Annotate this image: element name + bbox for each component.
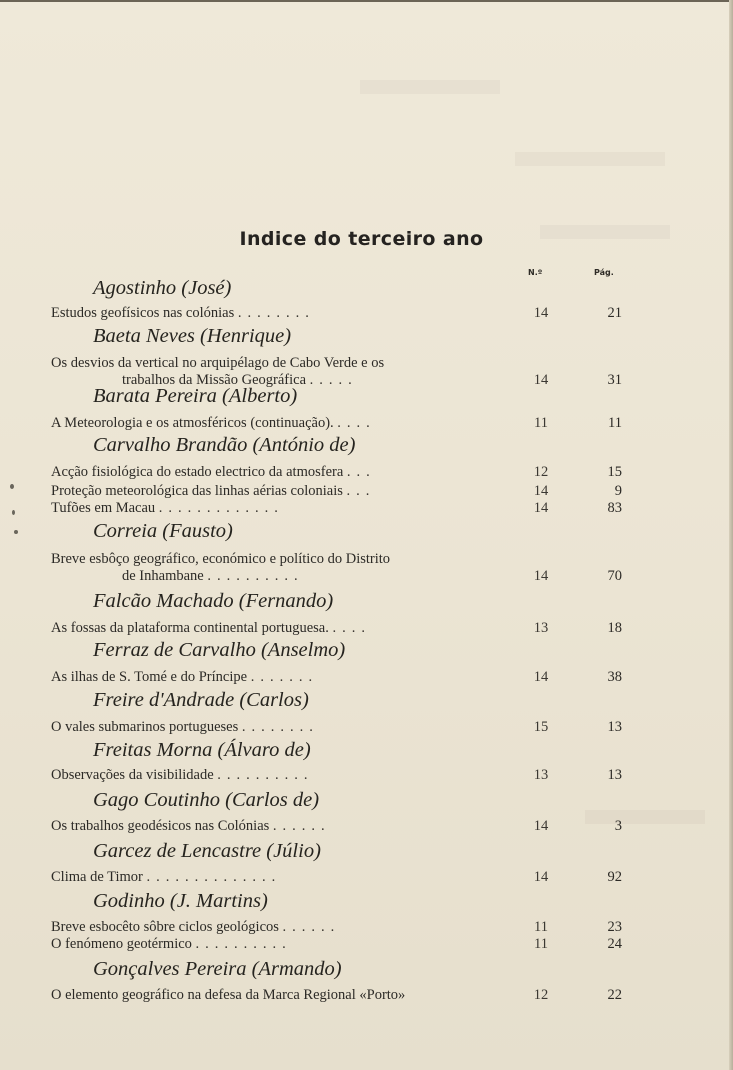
entry-title: Breve esbôço geográfico, económico e político do Distrito de Inhambane .......... bbox=[51, 551, 391, 584]
entry-page: 31 bbox=[607, 372, 622, 388]
entry-number: 14 bbox=[533, 818, 549, 834]
index-title: Indice do terceiro ano bbox=[239, 228, 484, 250]
entry-number: 11 bbox=[534, 919, 548, 935]
entry-title: Os trabalhos geodésicos nas Colónias ...... bbox=[51, 818, 331, 834]
entry-page: 3 bbox=[614, 818, 622, 834]
entry-title: A Meteorologia e os atmosféricos (continuação). .... bbox=[51, 415, 376, 431]
author-name: Agostinho (José) bbox=[93, 277, 232, 299]
entry-title: Acção fisiológica do estado electrico da atmosfera ... bbox=[51, 464, 376, 480]
entry-page: 13 bbox=[607, 719, 622, 735]
entry-number: 13 bbox=[533, 620, 549, 636]
entry-title: Estudos geofísicos nas colónias ........ bbox=[51, 305, 315, 321]
column-header-number: N.º bbox=[528, 268, 543, 277]
entry-title: Clima de Timor .............. bbox=[51, 869, 282, 885]
entry-number: 14 bbox=[533, 869, 549, 885]
entry-page: 83 bbox=[607, 500, 622, 516]
entry-page: 23 bbox=[607, 919, 622, 935]
margin-mark bbox=[12, 510, 15, 515]
entry-title: O vales submarinos portugueses ........ bbox=[51, 719, 319, 735]
entry-number: 14 bbox=[533, 669, 549, 685]
entry-number: 11 bbox=[534, 415, 548, 431]
page-top-edge bbox=[0, 0, 733, 2]
entry-number: 12 bbox=[533, 987, 549, 1003]
entry-page: 38 bbox=[607, 669, 622, 685]
bleed-through-mark bbox=[515, 152, 665, 166]
entry-title: As ilhas de S. Tomé e do Príncipe ....... bbox=[51, 669, 319, 685]
entry-title: Tufões em Macau ............. bbox=[51, 500, 284, 516]
entry-number: 14 bbox=[533, 568, 549, 584]
entry-number: 13 bbox=[533, 767, 549, 783]
page-right-edge bbox=[729, 0, 733, 1070]
entry-title: As fossas da plataforma continental portuguesa. .... bbox=[51, 620, 371, 636]
entry-number: 14 bbox=[533, 483, 549, 499]
author-name: Freire d'Andrade (Carlos) bbox=[93, 689, 309, 711]
entry-page: 22 bbox=[607, 987, 622, 1003]
author-name: Carvalho Brandão (António de) bbox=[93, 434, 356, 456]
entry-title: Proteção meteorológica das linhas aérias coloniais ... bbox=[51, 483, 376, 499]
entry-number: 14 bbox=[533, 305, 549, 321]
author-name: Barata Pereira (Alberto) bbox=[93, 385, 298, 407]
author-name: Freitas Morna (Álvaro de) bbox=[93, 739, 311, 761]
entry-title: Os desvios da vertical no arquipélago de Cabo Verde e os trabalhos da Missão Geográfica ..... bbox=[51, 355, 385, 388]
author-name: Garcez de Lencastre (Júlio) bbox=[93, 840, 321, 862]
entry-page: 13 bbox=[607, 767, 622, 783]
entry-page: 92 bbox=[607, 869, 622, 885]
entry-number: 15 bbox=[533, 719, 549, 735]
entry-number: 14 bbox=[533, 500, 549, 516]
author-name: Baeta Neves (Henrique) bbox=[93, 325, 292, 347]
entry-page: 18 bbox=[607, 620, 622, 636]
entry-page: 15 bbox=[607, 464, 622, 480]
entry-number: 12 bbox=[533, 464, 549, 480]
entry-page: 21 bbox=[607, 305, 622, 321]
entry-page: 11 bbox=[608, 415, 622, 431]
entry-page: 9 bbox=[614, 483, 622, 499]
entry-page: 70 bbox=[607, 568, 622, 584]
author-name: Gago Coutinho (Carlos de) bbox=[93, 789, 320, 811]
author-name: Ferraz de Carvalho (Anselmo) bbox=[93, 639, 346, 661]
entry-number: 14 bbox=[533, 372, 549, 388]
author-name: Godinho (J. Martins) bbox=[93, 890, 268, 912]
entry-title: O fenómeno geotérmico .......... bbox=[51, 936, 292, 952]
margin-mark bbox=[10, 484, 14, 489]
author-name: Gonçalves Pereira (Armando) bbox=[93, 958, 342, 980]
entry-page: 24 bbox=[607, 936, 622, 952]
entry-title: Breve esbocêto sôbre ciclos geológicos ...... bbox=[51, 919, 341, 935]
margin-mark bbox=[14, 530, 18, 534]
bleed-through-mark bbox=[360, 80, 500, 94]
column-header-page: Pág. bbox=[594, 268, 614, 277]
entry-title: O elemento geográfico na defesa da Marca Regional «Porto» bbox=[51, 987, 406, 1003]
entry-title: Observações da visibilidade .......... bbox=[51, 767, 314, 783]
author-name: Falcão Machado (Fernando) bbox=[93, 590, 334, 612]
author-name: Correia (Fausto) bbox=[93, 520, 233, 542]
entry-number: 11 bbox=[534, 936, 548, 952]
